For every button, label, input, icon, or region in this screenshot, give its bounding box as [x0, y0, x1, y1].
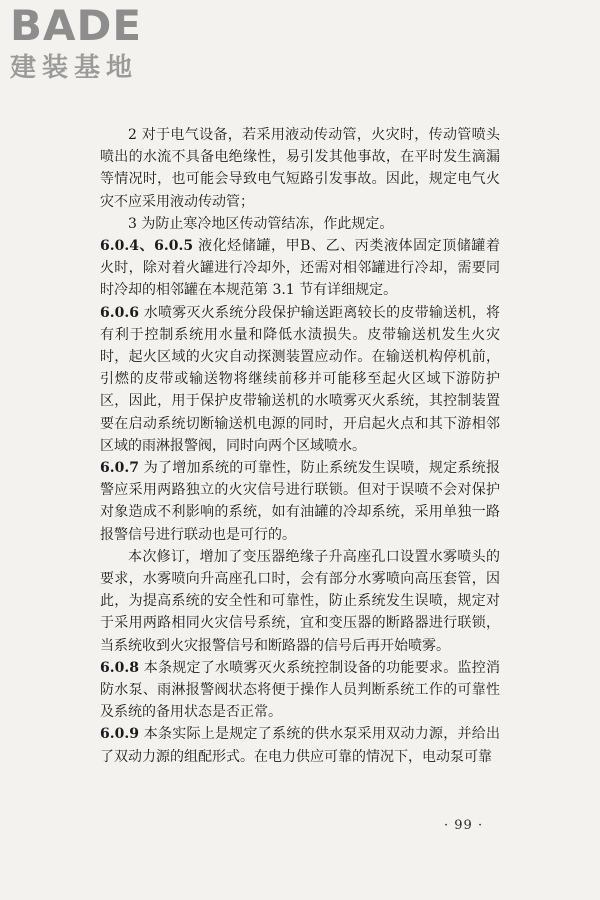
logo-wordmark: BADE — [10, 1, 143, 50]
document-body — [100, 124, 500, 768]
paragraph-item-2 — [100, 124, 500, 213]
paragraph-clause-6-0-7 — [100, 457, 500, 546]
paragraph-revision-note — [100, 546, 500, 657]
paragraph-clause-6-0-9 — [100, 723, 500, 767]
paragraph-clause-6-0-6 — [100, 302, 500, 457]
logo-subtitle: 建装基地 — [10, 53, 139, 83]
item-number: 2 — [128, 127, 137, 143]
paragraph-text: 水喷雾灭火系统分段保护输送距离较长的皮带输送机，将有利于控制系统用水量和降低水渍损失。皮带输送机发生火灾时，起火区域的火灾自动探测装置应动作。在输送机构停机前，引燃的皮带或输送物将继续前移并可能移至起火区域下游防护区，因此，用于保护皮带输送机的水喷雾灭火系统，其控制装置要在启动系统切断输送机电源的同时，开启起火点和其下游相邻区域的雨淋报警阀，同时向两个区域喷水。 — [100, 304, 501, 454]
clause-number: 6.0.7 — [100, 460, 139, 477]
clause-number: 6.0.8 — [100, 659, 139, 676]
paragraph-text: 为防止寒冷地区传动管结冻，作此规定。 — [141, 215, 394, 232]
paragraph-text: 为了增加系统的可靠性，防止系统发生误喷，规定系统报警应采用两路独立的火灾信号进行联锁。但对于误喷不会对保护对象造成不利影响的系统，如有油罐的冷却系统，采用单独一路报警信号进行联动也是可行的。 — [100, 460, 501, 543]
paragraph-text: 本条实际上是规定了系统的供水泵采用双动力源，并给出了双动力源的组配形式。在电力供应可靠的情况下，电动泵可靠 — [100, 726, 501, 765]
bade-logo — [10, 1, 180, 94]
paragraph-text: 本条规定了水喷雾灭火系统控制设备的功能要求。监控消防水泵、雨淋报警阀状态将便于操作人员判断系统工作的可靠性及系统的备用状态是否正常。 — [100, 659, 501, 721]
item-number: 3 — [128, 215, 137, 232]
paragraph-clause-6-0-4-6-0-5 — [100, 235, 500, 302]
paragraph-text: 液化烃储罐，甲B、乙、丙类液体固定顶储罐着火时，除对着火罐进行冷却外，还需对相邻罐进行冷却，需要同时冷却的相邻罐在本规范第 3.1 节有详细规定。 — [100, 238, 500, 299]
paragraph-clause-6-0-8 — [100, 657, 500, 724]
page-number: · 99 · — [444, 818, 484, 833]
clause-number: 6.0.9 — [100, 726, 139, 743]
paragraph-text: 本次修订，增加了变压器绝缘子升高座孔口设置水雾喷头的要求，水雾喷向升高座孔口时，会有部分水雾喷向高压套管，因此，为提高系统的安全性和可靠性，防止系统发生误喷，规定对于采用两路相同火灾信号系统，宜和变压器的断路器进行联锁，当系统收到火灾报警信号和断路器的信号后再开始喷雾。 — [100, 548, 500, 654]
paragraph-text: 对于电气设备，若采用液动传动管，火灾时，传动管喷头喷出的水流不具备电绝缘性，易引发其他事故，在平时发生滴漏等情况时，也可能会导致电气短路引发事故。因此，规定电气火灾不应采用液动传动管； — [100, 127, 500, 210]
clause-number: 6.0.4、6.0.5 — [100, 238, 194, 255]
clause-number: 6.0.6 — [100, 304, 139, 321]
paragraph-item-3 — [100, 213, 500, 235]
